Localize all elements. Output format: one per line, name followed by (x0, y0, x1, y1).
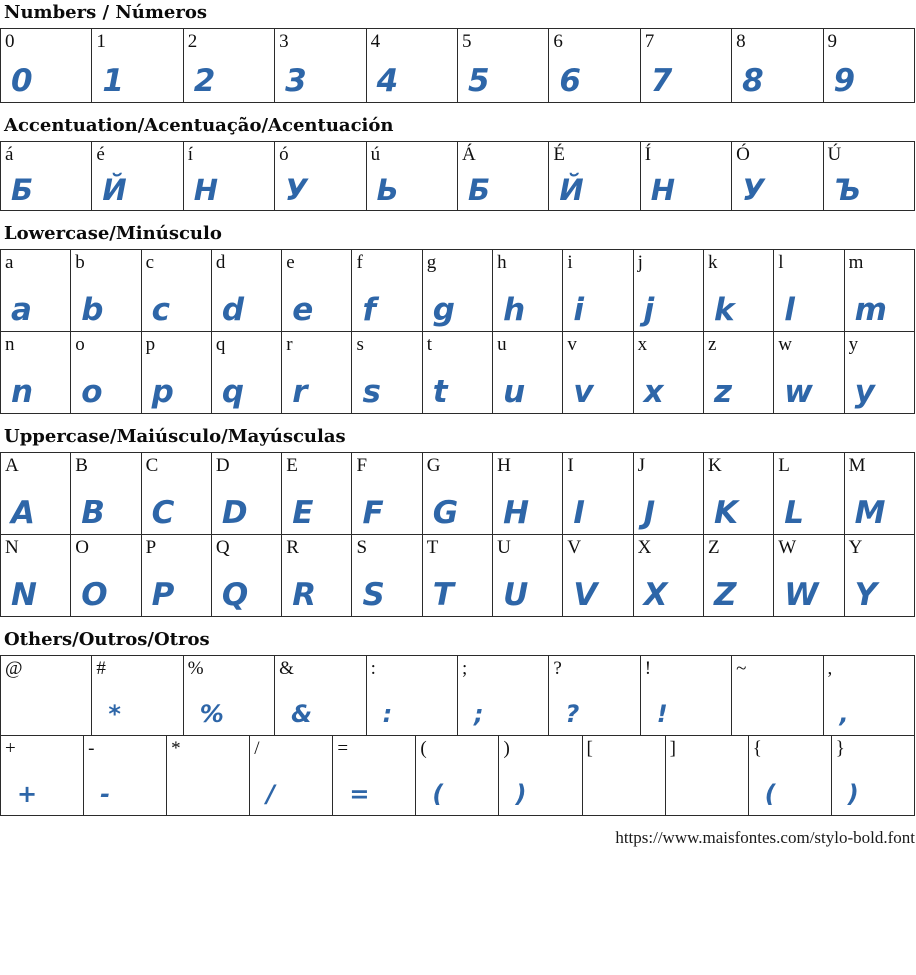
glyph-cell (549, 29, 640, 103)
glyph-cell (633, 250, 703, 332)
reference-char: N (5, 537, 19, 558)
reference-char: 7 (644, 31, 655, 52)
glyph-cell (71, 332, 141, 414)
stylized-glyph: k (713, 292, 735, 328)
reference-char: X (637, 537, 652, 558)
glyph-cell (563, 453, 633, 535)
stylized-glyph: L (784, 495, 805, 531)
reference-char: [ (586, 738, 593, 759)
reference-char: / (254, 738, 260, 759)
reference-char: D (215, 455, 230, 476)
reference-char: G (426, 455, 441, 476)
stylized-glyph: e (292, 292, 314, 328)
reference-char: @ (5, 658, 23, 679)
glyph-cell (640, 29, 731, 103)
stylized-glyph: + (17, 780, 38, 808)
glyph-cell (732, 656, 823, 736)
glyph-cell (1, 535, 71, 617)
glyph-cell (422, 250, 492, 332)
reference-char: M (848, 455, 866, 476)
glyph-cell (71, 453, 141, 535)
stylized-glyph: / (266, 780, 275, 808)
reference-char: y (848, 334, 859, 355)
stylized-glyph: T (432, 577, 454, 613)
glyph-cell (549, 142, 640, 211)
glyph-cell (1, 736, 84, 816)
glyph-cell (563, 535, 633, 617)
reference-char: , (827, 658, 833, 679)
glyph-cell (275, 29, 366, 103)
glyph-cell (732, 29, 823, 103)
glyph-cell (499, 736, 582, 816)
glyph-cell (84, 736, 167, 816)
reference-char: j (637, 252, 643, 273)
glyph-cell (493, 332, 563, 414)
reference-char: ] (669, 738, 676, 759)
glyph-cell (92, 29, 183, 103)
reference-char: Ó (736, 144, 750, 165)
stylized-glyph: = (349, 780, 370, 808)
section (0, 223, 916, 414)
reference-char: 4 (370, 31, 381, 52)
glyph-cell (422, 535, 492, 617)
glyph-cell (211, 250, 281, 332)
reference-char: w (778, 334, 792, 355)
glyph-cell (352, 250, 422, 332)
stylized-glyph: ! (656, 700, 668, 728)
stylized-glyph: 6 (559, 63, 581, 99)
glyph-cell (774, 453, 844, 535)
sections-container (0, 2, 916, 816)
reference-char: Í (644, 144, 652, 165)
glyph-cell (141, 250, 211, 332)
stylized-glyph: 9 (833, 63, 856, 99)
glyph-table (0, 331, 915, 414)
reference-char: Á (461, 144, 476, 165)
glyph-cell (563, 332, 633, 414)
stylized-glyph: E (292, 495, 314, 531)
reference-char: v (567, 334, 577, 355)
glyph-table (0, 249, 915, 332)
glyph-cell (183, 142, 274, 211)
glyph-cell (640, 142, 731, 211)
reference-char: n (5, 334, 15, 355)
stylized-glyph: Н (650, 173, 676, 207)
reference-char: & (279, 658, 294, 679)
glyph-cell (141, 453, 211, 535)
stylized-glyph: 8 (742, 63, 764, 99)
glyph-cell (1, 142, 92, 211)
stylized-glyph: 7 (650, 63, 673, 99)
glyph-cell (633, 332, 703, 414)
stylized-glyph: Ъ (833, 173, 861, 207)
stylized-glyph: D (221, 495, 248, 531)
glyph-cell (633, 535, 703, 617)
glyph-cell (457, 656, 548, 736)
glyph-cell (748, 736, 831, 816)
stylized-glyph: 1 (102, 63, 124, 99)
stylized-glyph: X (643, 577, 668, 613)
reference-char: C (145, 455, 159, 476)
reference-char: S (356, 537, 368, 558)
reference-char: b (75, 252, 85, 273)
stylized-glyph: x (643, 374, 664, 410)
reference-char: = (337, 738, 349, 759)
reference-char: p (145, 334, 156, 355)
stylized-glyph: 0 (11, 63, 33, 99)
reference-char: J (637, 455, 646, 476)
glyph-cell (493, 453, 563, 535)
reference-char: q (215, 334, 226, 355)
stylized-glyph: i (573, 292, 585, 328)
reference-char: E (286, 455, 298, 476)
glyph-cell (549, 656, 640, 736)
glyph-cell (774, 250, 844, 332)
reference-char: x (637, 334, 648, 355)
stylized-glyph: V (573, 577, 598, 613)
glyph-cell (282, 535, 352, 617)
stylized-glyph: Н (193, 173, 219, 207)
glyph-cell (493, 535, 563, 617)
glyph-cell (422, 332, 492, 414)
glyph-cell (844, 535, 914, 617)
glyph-cell (1, 29, 92, 103)
reference-char: a (5, 252, 14, 273)
reference-char: h (497, 252, 507, 273)
stylized-glyph: У (742, 173, 765, 207)
glyph-cell (1, 453, 71, 535)
stylized-glyph: R (292, 577, 317, 613)
reference-char: U (497, 537, 511, 558)
glyph-cell (703, 453, 773, 535)
stylized-glyph: Z (713, 577, 737, 613)
stylized-glyph: - (100, 780, 111, 808)
stylized-glyph: : (382, 700, 393, 728)
glyph-table (0, 735, 915, 816)
stylized-glyph: z (713, 374, 733, 410)
reference-char: ; (461, 658, 468, 679)
glyph-cell (141, 332, 211, 414)
reference-char: 3 (279, 31, 289, 52)
glyph-cell (352, 535, 422, 617)
glyph-cell (250, 736, 333, 816)
glyph-cell (366, 656, 457, 736)
reference-char: % (187, 658, 204, 679)
glyph-cell (831, 736, 914, 816)
stylized-glyph: O (81, 577, 108, 613)
glyph-cell (457, 29, 548, 103)
stylized-glyph: W (784, 577, 819, 613)
reference-char: f (356, 252, 363, 273)
stylized-glyph: n (11, 374, 34, 410)
reference-char: e (286, 252, 295, 273)
stylized-glyph: g (432, 292, 455, 328)
glyph-cell (457, 142, 548, 211)
reference-char: H (497, 455, 511, 476)
stylized-glyph: Q (221, 577, 249, 613)
glyph-cell (183, 656, 274, 736)
glyph-cell (640, 656, 731, 736)
section-title: Accentuation/Acentuação/Acentuación (4, 115, 394, 136)
section-title: Others/Outros/Otros (4, 629, 210, 650)
stylized-glyph: ( (764, 780, 776, 808)
reference-char: 6 (553, 31, 563, 52)
stylized-glyph: P (151, 577, 175, 613)
glyph-cell (333, 736, 416, 816)
reference-char: W (778, 537, 797, 558)
reference-char: ú (370, 144, 381, 165)
reference-char: B (75, 455, 88, 476)
reference-char: 1 (96, 31, 106, 52)
reference-char: + (5, 738, 16, 759)
section (0, 426, 916, 617)
stylized-glyph: h (503, 292, 526, 328)
stylized-glyph: f (362, 292, 376, 328)
stylized-glyph: ( (432, 780, 444, 808)
glyph-cell (582, 736, 665, 816)
glyph-cell (352, 453, 422, 535)
stylized-glyph: u (503, 374, 526, 410)
reference-char: } (835, 738, 845, 759)
reference-char: c (145, 252, 155, 273)
glyph-cell (823, 142, 914, 211)
stylized-glyph: t (432, 374, 448, 410)
reference-char: o (75, 334, 85, 355)
reference-char: 5 (461, 31, 472, 52)
reference-char: é (96, 144, 105, 165)
stylized-glyph: Ь (376, 173, 399, 207)
glyph-cell (422, 453, 492, 535)
stylized-glyph: N (11, 577, 37, 613)
glyph-cell (563, 250, 633, 332)
stylized-glyph: Y (854, 577, 878, 613)
glyph-cell (703, 332, 773, 414)
stylized-glyph: ) (847, 780, 859, 808)
glyph-table (0, 534, 915, 617)
reference-char: k (707, 252, 718, 273)
reference-char: á (5, 144, 14, 165)
reference-char: ó (279, 144, 289, 165)
reference-char: m (848, 252, 864, 273)
stylized-glyph: ) (515, 780, 527, 808)
stylized-glyph: K (713, 495, 738, 531)
stylized-glyph: m (854, 292, 887, 328)
glyph-cell (71, 535, 141, 617)
section-title: Numbers / Números (4, 2, 208, 23)
glyph-cell (92, 656, 183, 736)
stylized-glyph: J (643, 495, 656, 531)
reference-char: A (5, 455, 19, 476)
stylized-glyph: w (784, 374, 813, 410)
glyph-cell (844, 332, 914, 414)
stylized-glyph: Й (102, 173, 127, 207)
stylized-glyph: ; (473, 700, 484, 728)
glyph-table (0, 655, 915, 736)
reference-char: P (145, 537, 157, 558)
stylized-glyph: y (854, 374, 875, 410)
glyph-cell (844, 250, 914, 332)
reference-char: L (778, 455, 790, 476)
stylized-glyph: F (362, 495, 384, 531)
glyph-cell (141, 535, 211, 617)
stylized-glyph: d (221, 292, 245, 328)
glyph-cell (92, 142, 183, 211)
glyph-cell (275, 142, 366, 211)
stylized-glyph: % (199, 700, 224, 728)
section (0, 2, 916, 103)
glyph-cell (71, 250, 141, 332)
reference-char: t (426, 334, 433, 355)
stylized-glyph: 2 (193, 63, 216, 99)
stylized-glyph: v (573, 374, 594, 410)
section (0, 629, 916, 816)
reference-char: ~ (736, 658, 747, 679)
glyph-cell (1, 332, 71, 414)
glyph-cell (167, 736, 250, 816)
glyph-cell (282, 250, 352, 332)
stylized-glyph: 3 (285, 63, 307, 99)
glyph-cell (823, 29, 914, 103)
section-title: Uppercase/Maiúsculo/Mayúsculas (4, 426, 346, 447)
reference-char: O (75, 537, 90, 558)
stylized-glyph: s (362, 374, 381, 410)
reference-char: : (370, 658, 376, 679)
glyph-cell (703, 535, 773, 617)
stylized-glyph: j (643, 292, 655, 328)
reference-char: V (567, 537, 582, 558)
stylized-glyph: a (11, 292, 32, 328)
glyph-table (0, 28, 915, 103)
glyph-cell (665, 736, 748, 816)
glyph-cell (282, 453, 352, 535)
stylized-glyph: Б (11, 173, 34, 207)
reference-char: R (286, 537, 299, 558)
glyph-cell (282, 332, 352, 414)
stylized-glyph: p (151, 374, 174, 410)
reference-char: I (567, 455, 574, 476)
glyph-cell (732, 142, 823, 211)
glyph-cell (774, 535, 844, 617)
stylized-glyph: * (108, 700, 121, 728)
stylized-glyph: A (11, 495, 35, 531)
stylized-glyph: r (292, 374, 308, 410)
glyph-cell (823, 656, 914, 736)
glyph-cell (352, 332, 422, 414)
stylized-glyph: I (573, 495, 585, 531)
stylized-glyph: H (503, 495, 530, 531)
reference-char: { (752, 738, 762, 759)
reference-char: ) (503, 738, 510, 759)
reference-char: É (553, 144, 565, 165)
reference-char: z (707, 334, 717, 355)
reference-char: # (96, 658, 106, 679)
reference-char: 8 (736, 31, 746, 52)
reference-char: d (215, 252, 226, 273)
stylized-glyph: S (362, 577, 385, 613)
glyph-table (0, 452, 915, 535)
stylized-glyph: U (503, 577, 529, 613)
glyph-cell (366, 142, 457, 211)
stylized-glyph: l (784, 292, 795, 328)
glyph-cell (211, 535, 281, 617)
glyph-cell (211, 332, 281, 414)
glyph-cell (1, 250, 71, 332)
stylized-glyph: , (839, 700, 849, 728)
reference-char: u (497, 334, 507, 355)
reference-char: g (426, 252, 437, 273)
stylized-glyph: ? (565, 700, 580, 728)
glyph-cell (416, 736, 499, 816)
reference-char: K (707, 455, 722, 476)
glyph-cell (183, 29, 274, 103)
reference-char: Q (215, 537, 230, 558)
stylized-glyph: b (81, 292, 104, 328)
reference-char: 9 (827, 31, 838, 52)
stylized-glyph: 5 (467, 63, 490, 99)
stylized-glyph: Й (559, 173, 584, 207)
glyph-cell (366, 29, 457, 103)
footer-url: https://www.maisfontes.com/stylo-bold.font (615, 828, 915, 847)
stylized-glyph: 4 (376, 63, 399, 99)
stylized-glyph: c (151, 292, 170, 328)
stylized-glyph: o (81, 374, 103, 410)
reference-char: r (286, 334, 293, 355)
section (0, 115, 916, 211)
glyph-cell (844, 453, 914, 535)
stylized-glyph: & (291, 700, 313, 728)
reference-char: s (356, 334, 364, 355)
reference-char: - (88, 738, 95, 759)
glyph-table (0, 141, 915, 211)
glyph-cell (211, 453, 281, 535)
stylized-glyph: Б (467, 173, 491, 207)
stylized-glyph: M (854, 495, 886, 531)
glyph-cell (774, 332, 844, 414)
glyph-cell (633, 453, 703, 535)
reference-char: T (426, 537, 439, 558)
stylized-glyph: C (151, 495, 175, 531)
stylized-glyph: q (221, 374, 245, 410)
reference-char: Ú (827, 144, 842, 165)
stylized-glyph: У (285, 173, 308, 207)
reference-char: i (567, 252, 573, 273)
reference-char: ? (553, 658, 562, 679)
reference-char: í (187, 144, 194, 165)
stylized-glyph: B (81, 495, 105, 531)
section-title: Lowercase/Minúsculo (4, 223, 222, 244)
reference-char: ! (644, 658, 652, 679)
reference-char: Y (848, 537, 863, 558)
glyph-cell (1, 656, 92, 736)
reference-char: F (356, 455, 368, 476)
reference-char: 2 (187, 31, 198, 52)
reference-char: Z (707, 537, 720, 558)
reference-char: ( (420, 738, 427, 759)
glyph-cell (275, 656, 366, 736)
stylized-glyph: G (432, 495, 459, 531)
reference-char: * (171, 738, 181, 759)
glyph-cell (493, 250, 563, 332)
reference-char: 0 (5, 31, 15, 52)
reference-char: l (778, 252, 784, 273)
glyph-cell (703, 250, 773, 332)
